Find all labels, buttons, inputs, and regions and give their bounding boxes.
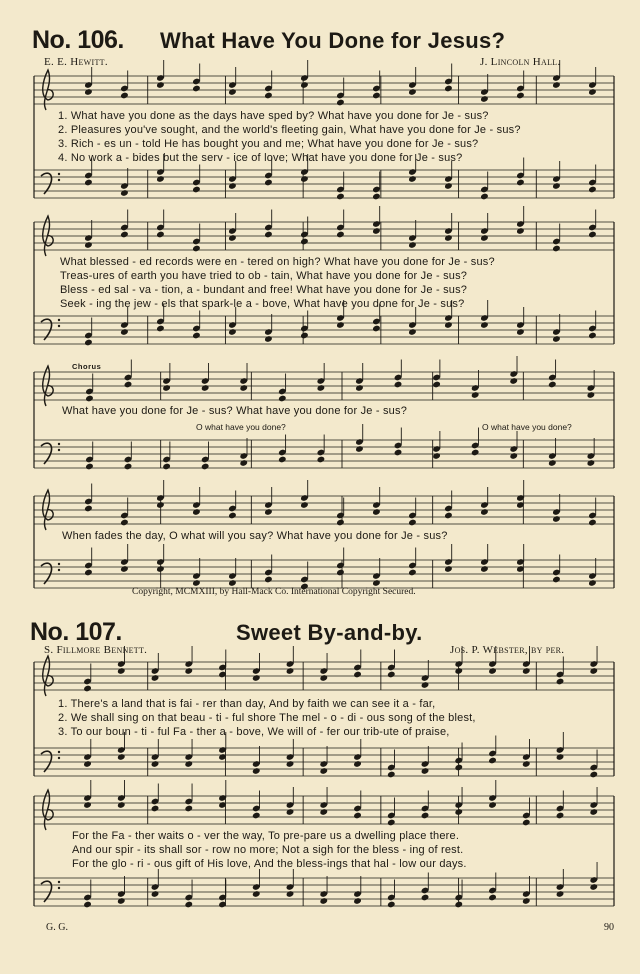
h106-s2-bass-note xyxy=(228,328,237,336)
h106-s1-bass-note xyxy=(372,193,381,201)
h106-s1-bass-note xyxy=(588,186,597,194)
h106-s2-bass-note xyxy=(336,321,345,329)
h106-s4-treble-note xyxy=(336,519,345,527)
h107-s1-treble-note xyxy=(589,667,598,675)
hymn-106-verse-2a: 2. Pleasures you've sought, and the world's fleeting gain, What have you done for Je - sus? xyxy=(58,124,521,136)
h107-s2-treble-note xyxy=(522,819,531,827)
h106-s1-bass-note xyxy=(84,179,93,187)
h106-s2-treble-note xyxy=(588,231,597,239)
h107-s2-treble-note xyxy=(83,801,92,809)
h106-s1-bass-note xyxy=(516,179,525,187)
hymn-107-verse-2b: And our spir - its shall sor - row no more; Not a sigh for the bless - ing of rest. xyxy=(72,844,464,856)
h107-s1-treble-note xyxy=(319,674,328,682)
h106-s4-bass-note xyxy=(372,579,381,587)
h106-s3-bass-note xyxy=(471,449,480,457)
hymn-107-verse-1b: For the Fa - ther waits o - ver the way, To pre-pare us a dwelling place there. xyxy=(72,830,460,842)
h106-s3-treble-note xyxy=(85,395,94,403)
hymn-106-composer: J. Lincoln Hall. xyxy=(480,56,561,68)
h107-s2-treble-note xyxy=(252,812,261,820)
hymn-106-verse-1a: 1. What have you done as the days have sped by? What have you done for Je - sus? xyxy=(58,110,489,122)
h107-s2-treble-note xyxy=(319,808,328,816)
h106-s3-treble-note xyxy=(432,381,441,389)
h106-s4-treble-note xyxy=(264,508,273,516)
chorus-label: Chorus xyxy=(72,362,102,371)
h106-s2-bass-note xyxy=(192,332,201,340)
h106-s4-treble-note xyxy=(228,512,237,520)
h107-s1-bass-note xyxy=(184,760,193,768)
h107-s2-treble-note xyxy=(556,812,565,820)
h106-s2-bass-note xyxy=(516,328,525,336)
h106-s2-treble-note xyxy=(444,234,453,242)
h107-s2-bass-note xyxy=(421,894,430,902)
hymn-107-number: No. 107. xyxy=(30,618,122,646)
h107-s1-bass-note xyxy=(252,767,261,775)
h106-s1-treble-note xyxy=(192,85,201,93)
h107-s1-bass-note xyxy=(319,767,328,775)
h106-s2-treble-note xyxy=(480,234,489,242)
h107-s1-treble-note xyxy=(353,671,362,679)
h106-s1-bass-dot xyxy=(58,179,60,181)
h106-s2-bass-note xyxy=(300,332,309,340)
h106-s3-bass-note xyxy=(278,456,287,464)
h106-s3-bass-dot xyxy=(58,449,60,451)
h106-s2-treble-note xyxy=(552,245,561,253)
h106-s1-treble-note xyxy=(552,81,561,89)
h107-s2-bass-note xyxy=(522,897,531,905)
h106-s1-treble-note xyxy=(588,88,597,96)
hymn-107-verse-3a: 3. To our boun - ti - ful Fa - ther a - bove, We will of - fer our trib-ute of praise, xyxy=(58,726,450,738)
h107-s1-bass-note xyxy=(117,753,126,761)
h106-s2-bass-note xyxy=(588,332,597,340)
h107-s2-treble-note xyxy=(387,819,396,827)
hymn-107-verse-2a: 2. We shall sing on that beau - ti - ful shore The mel - o - di - ous song of the blest, xyxy=(58,712,476,724)
h106-s1-bass-note xyxy=(156,175,165,183)
hymn-106-number: No. 106. xyxy=(32,26,124,54)
h107-s2-bass-note xyxy=(151,890,160,898)
h107-s1-treble-note xyxy=(488,667,497,675)
h106-s1-treble-note xyxy=(480,95,489,103)
h107-s2-bass-note xyxy=(184,901,193,909)
hymn-106-verse-3a: 3. Rich - es un - told He has bought you and me; What have you done for Je - sus? xyxy=(58,138,479,150)
h106-s1-treble-note xyxy=(300,81,309,89)
h107-s2-bass-note xyxy=(319,897,328,905)
h106-s3-bass-note xyxy=(162,463,171,471)
h106-s3-treble-note xyxy=(124,381,133,389)
h107-s1-treble-note xyxy=(83,685,92,693)
h106-s3-bass-note xyxy=(548,459,557,467)
h106-s1-bass-note xyxy=(408,175,417,183)
h106-s4-treble-note xyxy=(372,508,381,516)
h107-s1-treble-note xyxy=(151,674,160,682)
h106-s4-treble-note xyxy=(300,501,309,509)
h107-s2-bass-dot xyxy=(58,887,60,889)
hymn-106-verse-3b: Bless - ed sal - va - tion, a - bundant and free! What have you done for Je - sus? xyxy=(60,284,468,296)
h107-s2-treble-note xyxy=(488,801,497,809)
h106-s2-treble-note xyxy=(84,241,93,249)
h106-s3-bass-dot xyxy=(58,443,60,445)
hymn-107-composer: Jos. P. Webster, by per. xyxy=(450,644,565,656)
h106-s3-bass-note xyxy=(317,456,326,464)
h106-s1-treble-note xyxy=(444,85,453,93)
h107-s1-treble-note xyxy=(522,667,531,675)
h106-s1-treble-note xyxy=(156,81,165,89)
h106-s3-treble-note xyxy=(394,381,403,389)
h106-s1-bass-note xyxy=(480,193,489,201)
h106-s4-bass-note xyxy=(480,565,489,573)
h106-s4-bass-dot xyxy=(58,563,60,565)
h106-s2-treble-note xyxy=(372,227,381,235)
h107-s2-treble-note xyxy=(589,808,598,816)
h106-s4-bass-note xyxy=(444,565,453,573)
h106-s4-bass-note xyxy=(408,569,417,577)
h107-s1-bass-note xyxy=(286,760,295,768)
h106-s1-bass-note xyxy=(228,182,237,190)
h107-s2-bass-note xyxy=(589,883,598,891)
h106-s2-treble-note xyxy=(408,241,417,249)
h106-s3-bass-note xyxy=(432,452,441,460)
h106-s3-bass-note xyxy=(201,463,210,471)
h107-s2-bass-note xyxy=(252,890,261,898)
h107-s2-bass-dot xyxy=(58,881,60,883)
h107-s2-bass-note xyxy=(353,897,362,905)
h106-s4-bass-note xyxy=(228,579,237,587)
h107-s1-treble-note xyxy=(117,667,126,675)
h107-s2-bass-note xyxy=(488,894,497,902)
h106-s3-bass-note xyxy=(509,452,518,460)
h106-s2-treble-note xyxy=(120,231,129,239)
h106-s1-bass-note xyxy=(264,179,273,187)
h106-s4-bass-note xyxy=(552,576,561,584)
h106-s3-treble-note xyxy=(278,395,287,403)
h107-s2-treble-note xyxy=(184,805,193,813)
h106-s3-bass-note xyxy=(124,463,133,471)
h107-s2-treble-note xyxy=(353,812,362,820)
h106-s2-bass-note xyxy=(552,335,561,343)
h107-s1-treble-note xyxy=(286,667,295,675)
h106-s2-treble-note xyxy=(156,231,165,239)
h106-s4-bass-dot xyxy=(58,569,60,571)
h107-s2-treble-note xyxy=(151,805,160,813)
h106-s2-bass-dot xyxy=(58,319,60,321)
h107-s1-bass-dot xyxy=(58,757,60,759)
h106-s2-bass-note xyxy=(480,321,489,329)
hymn-107-verse-3b: For the glo - ri - ous gift of His love, And the bless-ings that hal - low our days. xyxy=(72,858,467,870)
h106-s1-treble-note xyxy=(516,92,525,100)
h106-s4-bass-note xyxy=(336,569,345,577)
h106-s4-bass-note xyxy=(120,565,129,573)
h106-s4-treble-note xyxy=(192,508,201,516)
h107-s1-bass-note xyxy=(556,753,565,761)
h106-s4-treble-note xyxy=(444,512,453,520)
h107-s1-treble-note xyxy=(387,671,396,679)
h106-s4-treble-note xyxy=(120,519,129,527)
h107-s2-bass-note xyxy=(387,901,396,909)
h106-s3-treble-note xyxy=(471,391,480,399)
h106-s4-bass-note xyxy=(588,579,597,587)
h106-s2-bass-note xyxy=(84,339,93,347)
h106-s2-bass-note xyxy=(156,325,165,333)
h106-s3-treble-note xyxy=(239,384,248,392)
hymn-106-lyricist: E. E. Hewitt. xyxy=(44,56,108,68)
h106-s2-treble-note xyxy=(264,231,273,239)
hymn-106-verse-1b: What blessed - ed records were en - tered on high? What have you done for Je - sus? xyxy=(60,256,495,268)
h106-s4-treble-note xyxy=(588,519,597,527)
h106-s3-treble-note xyxy=(162,384,171,392)
h106-s2-bass-note xyxy=(444,321,453,329)
h106-s3-treble-note xyxy=(201,384,210,392)
h106-s1-treble-note xyxy=(264,92,273,100)
h107-s1-bass-dot xyxy=(58,751,60,753)
h106-s1-treble-note xyxy=(84,88,93,96)
h106-s3-treble-note xyxy=(509,377,518,385)
h106-s1-bass-note xyxy=(120,189,129,197)
h107-s2-treble-note xyxy=(117,801,126,809)
h107-s1-treble-note xyxy=(184,667,193,675)
hymn-107-verse-1a: 1. There's a land that is fai - rer than day, And by faith we can see it a - far, xyxy=(58,698,436,710)
h106-s3-treble-note xyxy=(587,391,596,399)
h107-s2-bass-note xyxy=(556,890,565,898)
h106-s3-treble-note xyxy=(355,384,364,392)
h107-s1-bass-note xyxy=(589,771,598,779)
page-number: 90 xyxy=(604,922,614,933)
h106-s3-bass-note xyxy=(85,463,94,471)
h106-s4-treble-note xyxy=(84,505,93,513)
h106-s1-bass-note xyxy=(300,175,309,183)
hymn-106-copyright: Copyright, MCMXIII, by Hall-Mack Co. International Copyright Secured. xyxy=(132,587,416,597)
h106-s1-bass-dot xyxy=(58,173,60,175)
h106-s2-bass-dot xyxy=(58,325,60,327)
h106-s2-treble-note xyxy=(300,238,309,246)
h106-s1-bass-note xyxy=(192,186,201,194)
h106-s3-bass-note xyxy=(355,445,364,453)
h107-s2-treble-note xyxy=(286,808,295,816)
h106-s1-treble-note xyxy=(228,88,237,96)
h107-s2-bass-note xyxy=(83,901,92,909)
h106-s2-bass-note xyxy=(372,325,381,333)
hymn-107-lyricist: S. Fillmore Bennett. xyxy=(44,644,148,656)
hymn-106-title: What Have You Done for Jesus? xyxy=(160,28,506,53)
h106-s1-treble-note xyxy=(372,92,381,100)
h106-s3-bass-note xyxy=(394,449,403,457)
chorus-echo-1: O what have you done? xyxy=(196,422,286,432)
chorus-line-2: When fades the day, O what will you say? What have you done for Je - sus? xyxy=(62,530,448,542)
h106-s2-bass-note xyxy=(408,328,417,336)
h106-s1-treble-note xyxy=(408,88,417,96)
h107-s1-bass-note xyxy=(387,771,396,779)
h106-s2-treble-note xyxy=(192,245,201,253)
h107-s1-bass-note xyxy=(353,760,362,768)
h106-s1-treble-note xyxy=(336,99,345,107)
hymn-106-verse-4b: Seek - ing the jew - els that spark-le a - bove, What have you done for Je - sus? xyxy=(60,298,465,310)
h106-s1-bass-note xyxy=(444,182,453,190)
h106-s4-treble-note xyxy=(408,519,417,527)
h106-s2-treble-note xyxy=(516,227,525,235)
hymn-106-verse-2b: Treas-ures of earth you have tried to ob - tain, What have you done for Je - sus? xyxy=(60,270,468,282)
h106-s4-bass-note xyxy=(84,569,93,577)
h106-s1-bass-note xyxy=(552,182,561,190)
h107-s1-bass-note xyxy=(488,757,497,765)
h106-s2-bass-note xyxy=(264,335,273,343)
h107-s2-treble-note xyxy=(421,812,430,820)
h106-s2-treble-note xyxy=(336,231,345,239)
h107-s1-treble-note xyxy=(421,681,430,689)
h107-s1-bass-note xyxy=(151,760,160,768)
h106-s1-bass-note xyxy=(336,193,345,201)
h106-s2-treble-note xyxy=(228,234,237,242)
h106-s3-treble-note xyxy=(548,381,557,389)
h107-s1-treble-note xyxy=(556,678,565,686)
h106-s4-treble-note xyxy=(552,515,561,523)
h106-s4-bass-note xyxy=(192,579,201,587)
h107-s2-bass-note xyxy=(117,897,126,905)
h107-s2-bass-note xyxy=(286,890,295,898)
hymn-106-verse-4a: 4. No work a - bides but the serv - ice of love; What have you done for Je - sus? xyxy=(58,152,463,164)
h106-s1-treble-note xyxy=(120,92,129,100)
hymn-107-title: Sweet By-and-by. xyxy=(236,620,423,645)
h107-s1-treble-note xyxy=(252,674,261,682)
footer-left: G. G. xyxy=(46,922,68,933)
h107-s1-bass-note xyxy=(421,767,430,775)
h107-s1-bass-note xyxy=(522,760,531,768)
h107-s1-bass-note xyxy=(83,760,92,768)
chorus-line-1: What have you done for Je - sus? What have you done for Je - sus? xyxy=(62,405,408,417)
h106-s3-bass-note xyxy=(239,459,248,467)
h106-s3-bass-note xyxy=(587,459,596,467)
h106-s3-treble-note xyxy=(317,384,326,392)
chorus-echo-2: O what have you done? xyxy=(482,422,572,432)
h106-s4-bass-note xyxy=(264,576,273,584)
h106-s2-bass-note xyxy=(120,328,129,336)
h106-s4-treble-note xyxy=(480,508,489,516)
